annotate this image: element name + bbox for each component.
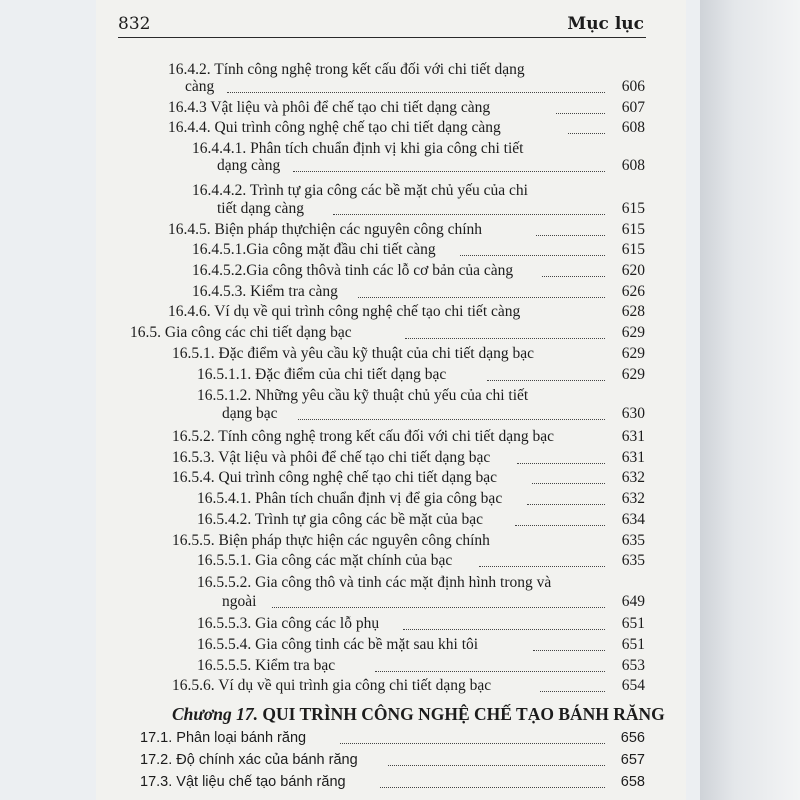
chapter-label: Chương 17.: [172, 704, 259, 724]
toc-entry: 16.4.6. Ví dụ về qui trình công nghệ chế tạo chi tiết càng 628: [168, 303, 645, 320]
toc-entry: 16.4.2. Tính công nghệ trong kết cấu đối với chi tiết dạng: [168, 61, 525, 78]
toc-entry: 16.5.5.1. Gia công các mặt chính của bạc 635: [197, 552, 645, 569]
toc-entry: 16.5.5.4. Gia công tinh các bề mặt sau khi tôi 651: [197, 636, 645, 653]
toc-entry: 17.1. Phân loại bánh răng 656: [140, 730, 645, 746]
toc-entry: 16.5.4. Qui trình công nghệ chế tạo chi tiết dạng bạc 632: [172, 469, 645, 486]
header-rule: [118, 37, 646, 38]
toc-entry: dạng càng 608: [217, 157, 645, 174]
chapter-heading: [172, 704, 665, 725]
toc-entry: 16.4.4.1. Phân tích chuẩn định vị khi gia công chi tiết: [192, 140, 524, 157]
toc-entry: 16.5.1.2. Những yêu cầu kỹ thuật chủ yếu của chi tiết: [197, 387, 529, 404]
toc-entry: càng 606: [185, 78, 645, 95]
toc-entry: 16.5.3. Vật liệu và phôi để chế tạo chi tiết dạng bạc 631: [172, 449, 645, 466]
toc-entry: 16.5.5.3. Gia công các lỗ phụ 651: [197, 615, 645, 632]
toc-entry: 16.4.5.1.Gia công mặt đầu chi tiết càng 615: [192, 241, 645, 258]
chapter-title: QUI TRÌNH CÔNG NGHỆ CHẾ TẠO BÁNH RĂNG: [262, 704, 665, 724]
running-title: Mục lục: [567, 14, 644, 34]
toc-entry: 17.2. Độ chính xác của bánh răng 657: [140, 752, 645, 768]
toc-entry: 16.5.1. Đặc điểm và yêu cầu kỹ thuật của chi tiết dạng bạc 629: [172, 345, 645, 362]
toc-entry: 16.4.5.2.Gia công thôvà tinh các lỗ cơ bản của càng 620: [192, 262, 645, 279]
toc-entry: 16.5.5. Biện pháp thực hiện các nguyên công chính 635: [172, 532, 645, 549]
toc-entry: 17.3. Vật liệu chế tạo bánh răng 658: [140, 774, 645, 790]
toc-entry: 16.5. Gia công các chi tiết dạng bạc 629: [130, 324, 645, 341]
toc-entry: 16.4.3 Vật liệu và phôi để chế tạo chi tiết dạng càng 607: [168, 99, 645, 116]
toc-entry: 16.4.5.3. Kiểm tra càng 626: [192, 283, 645, 300]
toc-entry: tiết dạng càng 615: [217, 200, 645, 217]
toc-entry: dạng bạc 630: [222, 405, 645, 422]
toc-entry: ngoài 649: [222, 593, 645, 610]
adjacent-page-edge: [700, 0, 800, 800]
toc-entry: 16.4.5. Biện pháp thựchiện các nguyên công chính 615: [168, 221, 645, 238]
toc-entry: 16.5.1.1. Đặc điểm của chi tiết dạng bạc 629: [197, 366, 645, 383]
toc-entry: 16.5.4.2. Trình tự gia công các bề mặt của bạc 634: [197, 511, 645, 528]
toc-entry: 16.4.4. Qui trình công nghệ chế tạo chi tiết dạng càng 608: [168, 119, 645, 136]
toc-entry: 16.5.6. Ví dụ về qui trình gia công chi tiết dạng bạc 654: [172, 677, 645, 694]
toc-entry: 16.4.4.2. Trình tự gia công các bề mặt chủ yếu của chi: [192, 182, 528, 199]
page-header: [118, 14, 644, 38]
toc-entry: 16.5.5.5. Kiểm tra bạc 653: [197, 657, 645, 674]
page-number: 832: [118, 14, 151, 34]
toc-entry: 16.5.2. Tính công nghệ trong kết cấu đối với chi tiết dạng bạc 631: [172, 428, 645, 445]
toc-entry: 16.5.4.1. Phân tích chuẩn định vị để gia công bạc 632: [197, 490, 645, 507]
toc-entry: 16.5.5.2. Gia công thô và tinh các mặt định hình trong và: [197, 574, 552, 591]
